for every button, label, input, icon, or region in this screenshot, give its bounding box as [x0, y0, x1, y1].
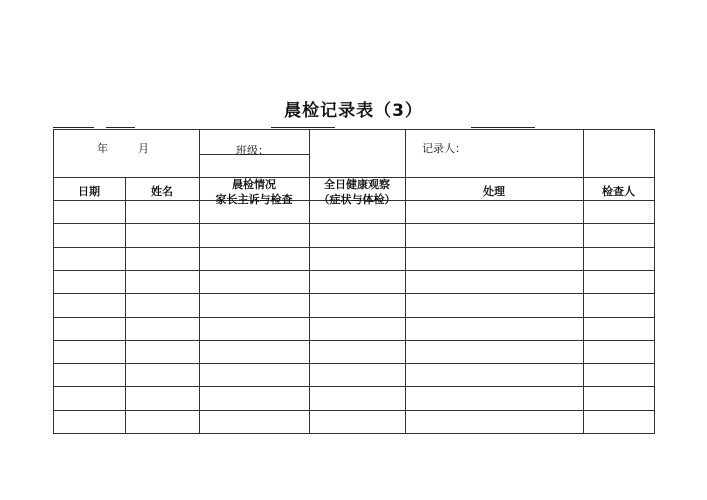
table-row-line	[53, 247, 655, 248]
info-row-divider	[199, 129, 200, 177]
column-divider	[199, 177, 200, 433]
table-row-line	[53, 270, 655, 271]
header-health-observation-line2: （症状与体检）	[318, 193, 396, 206]
blank-line-1	[53, 127, 94, 128]
table-row-line	[53, 386, 655, 387]
header-morning-check-line1: 晨检情况	[232, 178, 276, 191]
blank-line-2	[106, 127, 135, 128]
blank-line-3	[271, 127, 335, 128]
column-divider	[583, 177, 584, 433]
column-divider	[125, 177, 126, 433]
table-border-right	[654, 129, 655, 433]
table-border-top	[53, 129, 655, 130]
class-label: 班级：	[236, 144, 269, 157]
table-border-left	[53, 129, 54, 433]
header-morning-check-line2: 家长主诉与检查	[215, 193, 293, 206]
table-row-line	[53, 317, 655, 318]
column-divider	[405, 177, 406, 433]
header-morning-check	[199, 177, 309, 207]
recorder-label: 记录人：	[422, 142, 466, 155]
header-health-observation-line1: 全日健康观察	[324, 178, 390, 191]
table-row-line	[53, 410, 655, 411]
year-label: 年	[97, 142, 108, 155]
table-row-line	[53, 363, 655, 364]
info-row-divider	[583, 129, 584, 177]
table-border-bottom	[53, 433, 655, 434]
blank-line-4	[471, 127, 535, 128]
header-name: 姓名	[151, 185, 173, 198]
table-row-line	[53, 223, 655, 224]
header-inspector: 检查人	[602, 185, 635, 198]
header-health-observation	[309, 177, 405, 207]
table-row-line	[53, 340, 655, 341]
document-title: 晨检记录表（3）	[284, 101, 423, 121]
header-handling: 处理	[483, 185, 505, 198]
info-row-divider	[309, 129, 310, 177]
info-row-divider	[405, 129, 406, 177]
month-label: 月	[138, 142, 149, 155]
column-divider	[309, 177, 310, 433]
table-row-line	[53, 293, 655, 294]
header-date: 日期	[78, 185, 100, 198]
